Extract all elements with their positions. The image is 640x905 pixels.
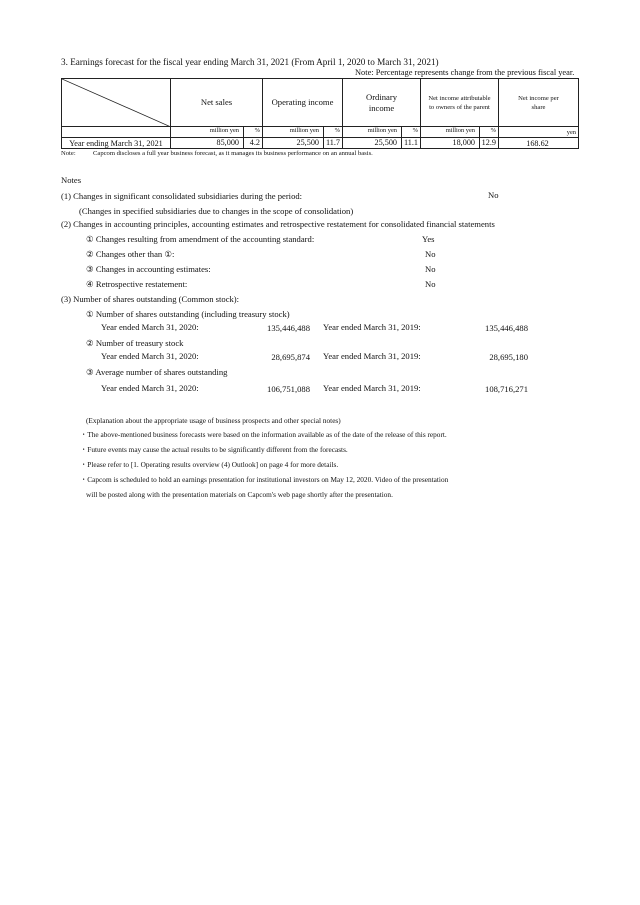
- value: 25,500: [263, 138, 324, 148]
- shares-3-prev-label: Year ended March 31, 2019:: [323, 383, 421, 393]
- notes-item2-sub4-value: No: [425, 279, 436, 289]
- notes-item2-sub2-value: No: [425, 249, 436, 259]
- shares-2-label: ② Number of treasury stock: [86, 338, 184, 348]
- explanation-bullet-2: ・Future events may cause the actual results to be significantly different from the forecasts.: [80, 445, 348, 454]
- forecast-heading: 3. Earnings forecast for the fiscal year ending March 31, 2021 (From April 1, 2020 to March 31, 2021): [61, 57, 439, 67]
- header-ordinary-line1: Ordinary: [365, 91, 398, 102]
- notes-item2-sub1: ① Changes resulting from amendment of the accounting standard:: [86, 234, 315, 244]
- value-ordinary-income: [343, 138, 421, 149]
- shares-3-cur-label: Year ended March 31, 2020:: [101, 383, 199, 393]
- unit-operating-income: [263, 127, 343, 138]
- header-eps: [499, 79, 579, 127]
- shares-2-cur-label: Year ended March 31, 2020:: [101, 351, 199, 361]
- pct-value: 12.9: [481, 138, 496, 147]
- value: 85,000: [171, 138, 244, 148]
- header-net-income-line1: Net income attributable: [428, 94, 491, 102]
- header-operating-income: Operating income: [263, 79, 343, 127]
- shares-3-label: ③ Average number of shares outstanding: [86, 367, 228, 377]
- value-eps: 168.62: [499, 138, 579, 149]
- value-net-sales: [171, 138, 263, 149]
- header-net-sales: Net sales: [171, 79, 263, 127]
- shares-2-cur-value: 28,695,874: [271, 352, 310, 362]
- header-ordinary-line2: income: [368, 102, 395, 113]
- forecast-table: [61, 78, 579, 149]
- header-eps-line1: Net income per: [518, 94, 559, 102]
- notes-item2-sub2: ② Changes other than ①:: [86, 249, 175, 259]
- header-net-income-line2: to owners of the parent: [429, 103, 490, 111]
- unit-eps: yen: [499, 127, 579, 138]
- notes-item2-sub3-value: No: [425, 264, 436, 274]
- shares-3-prev-value: 108,716,271: [485, 384, 528, 394]
- notes-item1: (1) Changes in significant consolidated subsidiaries during the period:: [61, 191, 303, 201]
- explanation-bullet-1: ・The above-mentioned business forecasts were based on the information available as of the date of the release of this report.: [80, 430, 447, 439]
- explanation-bullet-3: ・Please refer to [1. Operating results overview (4) Outlook] on page 4 for more details.: [80, 460, 339, 469]
- forecast-note: Note: Percentage represents change from the previous fiscal year.: [355, 68, 575, 77]
- notes-title: Notes: [61, 175, 82, 185]
- value: 18,000: [421, 138, 480, 148]
- diagonal-line: [62, 79, 171, 127]
- notes-item1-value: No: [488, 190, 499, 200]
- unit-net-sales: [171, 127, 263, 138]
- unit-label: million yen: [421, 127, 480, 137]
- notes-item1-sub: (Changes in specified subsidiaries due to changes in the scope of consolidation): [79, 206, 354, 216]
- explanation-title: (Explanation about the appropriate usage of business prospects and other special notes): [86, 416, 341, 425]
- row-label-year: Year ending March 31, 2021: [62, 138, 171, 149]
- pct-unit-label: %: [254, 127, 260, 134]
- pct-value: 11.7: [325, 138, 340, 147]
- shares-1-prev-label: Year ended March 31, 2019:: [323, 322, 421, 332]
- shares-1-label: ① Number of shares outstanding (including treasury stock): [86, 309, 290, 319]
- notes-item2-sub1-value: Yes: [422, 234, 435, 244]
- shares-2-prev-value: 28,695,180: [489, 352, 528, 362]
- explanation-bullet-4: ・Capcom is scheduled to hold an earnings presentation for institutional investors on May 12, 2020. Video of the presentation: [80, 475, 449, 484]
- notes-item3: (3) Number of shares outstanding (Common stock):: [61, 294, 240, 304]
- pct-unit-label: %: [412, 127, 418, 134]
- pct-value: 11.1: [403, 138, 418, 147]
- unit-row-label: [62, 127, 171, 138]
- pct-unit-label: %: [334, 127, 340, 134]
- shares-1-cur-value: 135,446,488: [267, 323, 310, 333]
- unit-label: million yen: [263, 127, 324, 137]
- table-corner-cell: [62, 79, 171, 127]
- unit-label: million yen: [343, 127, 402, 137]
- shares-1-cur-label: Year ended March 31, 2020:: [101, 322, 199, 332]
- explanation-continuation: will be posted along with the presentation materials on Capcom's web page shortly after the presentation.: [86, 490, 393, 499]
- header-net-income-parent: [421, 79, 499, 127]
- footnote-text: Capcom discloses a full year business forecast, as it manages its business performance on an annual basis.: [93, 150, 373, 157]
- notes-item2-sub4: ④ Retrospective restatement:: [86, 279, 188, 289]
- header-eps-line2: share: [531, 103, 546, 111]
- notes-item2-sub3: ③ Changes in accounting estimates:: [86, 264, 211, 274]
- pct-unit-label: %: [490, 127, 496, 134]
- unit-label: million yen: [171, 127, 244, 137]
- unit-ordinary-income: [343, 127, 421, 138]
- value: 25,500: [343, 138, 402, 148]
- unit-net-income: [421, 127, 499, 138]
- shares-3-cur-value: 106,751,088: [267, 384, 310, 394]
- shares-1-prev-value: 135,446,488: [485, 323, 528, 333]
- value-operating-income: [263, 138, 343, 149]
- footnote-label: Note:: [61, 150, 76, 157]
- notes-item2: (2) Changes in accounting principles, accounting estimates and retrospective restatement for consolidated financial statements: [61, 219, 495, 229]
- value-net-income: [421, 138, 499, 149]
- shares-2-prev-label: Year ended March 31, 2019:: [323, 351, 421, 361]
- header-ordinary-income: [343, 79, 421, 127]
- pct-value: 4.2: [249, 138, 260, 147]
